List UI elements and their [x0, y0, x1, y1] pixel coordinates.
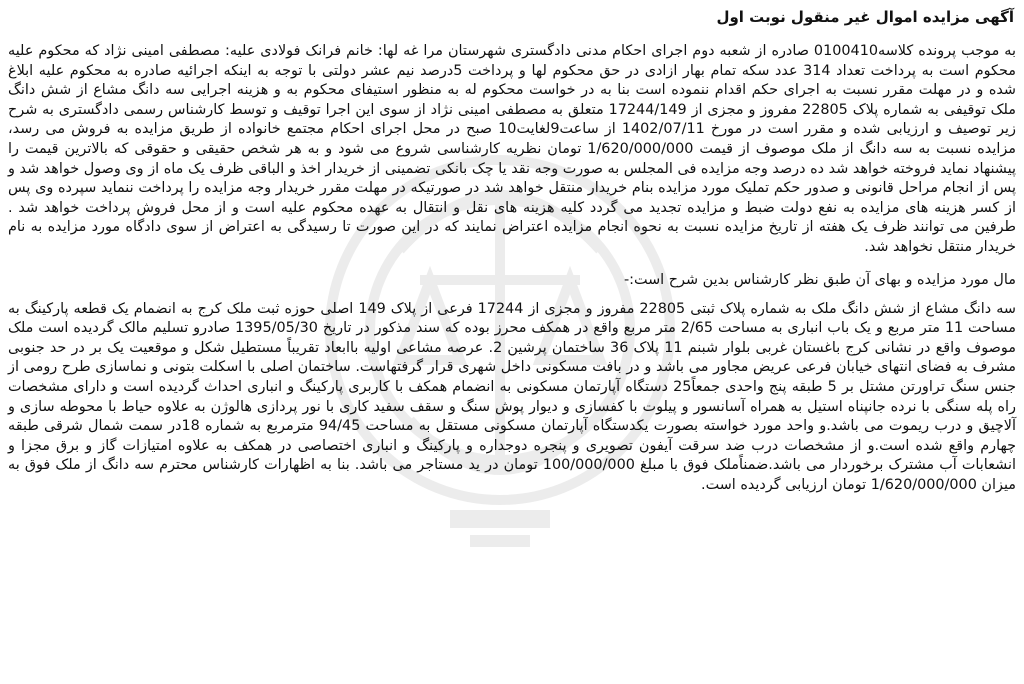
auction-intro-paragraph: به موجب پرونده کلاسه0100410 صادره از شعبه دوم اجرای احکام مدنی دادگستری شهرستان مرا غه لها: خانم فرانک فولادی علیه: مصطفی امینی نژاد که محکوم علیه محکوم است به پرداخت تعداد 314 عدد سکه تمام بهار ازادی در حق محکوم لها و پرداخت 5درصد نیم عشر دولتی با توجه به اینکه اجرائیه صادره به محکوم علیه ابلاغ شده و در مهلت مقرر نسبت به اجرای حکم اقدام ننموده است بنا به در خواست محکوم له به منظور استیفای محکوم به و هزینه اجرایی سه دانگ مشاع از شش دانگ ملک توقیفی به شماره پلاک 22805 مفروز و مجزی از 17244/149 متعلق به مصطفی امینی نژاد از سوی این اجرا توقیف و توسط کارشناس رسمی دادگستری به شرح زیر توصیف و ارزیابی شده و مقرر است در مورخ 1402/07/11 از ساعت9لغایت10 صبح در محل اجرای احکام مجتمع خانواده از طریق مزایده به فروش می رسد، مزایده نسبت به سه دانگ از ملک موصوف از قیمت 1/620/000/000 تومان نظریه کارشناسی شروع می شود و به هر شخص حقیقی و حقوقی که بالاترین قیمت را پیشنهاد نماید فروخته خواهد شد ده درصد وجه مزایده فی المجلس به صورت وجه نقد یا چک بانکی تضمینی از خریدار اخذ و الباقی ظرف یک ماه از وی وصول خواهد شد و پس از انجام مراحل قانونی و صدور حکم تملیک مورد مزایده بنام خریدار منتقل خواهد شد در صورتیکه در مهلت مقرر خریدار وجه مزایده را پرداخت ننماید سپرده وی پس از کسر هزینه های مزایده به نفع دولت ضبط و مزایده تجدید می گردد کلیه هزینه های نقل و انتقال به عهده محکوم علیه است و از محل فروش پرداخت خواهد شد . طرفین می توانند ظرف یک هفته از تاریخ مزایده نسبت به نحوه انجام مزایده اعتراض نمایند که در این صورت تا رسیدگی به اعتراض از سوی دادگاه مورد مزایده به نام خریدار منتقل نخواهد شد. [8, 43, 1016, 255]
property-description-paragraph: سه دانگ مشاع از شش دانگ ملک به شماره پلاک ثبتی 22805 مفروز و مجزی از 17244 فرعی از پلاک 149 اصلی حوزه ثبت ملک کرج به انضمام یک قطعه پارکینگ به مساحت 11 متر مربع و یک باب انباری به مساحت 2/65 متر مربع واقع در همکف محرز بوده که سند مذکور در تاریخ 1395/05/30 صادرو تسلیم مالک گردیده است ملک موصوف واقع در نشانی کرج باغستان غربی بلوار شبنم 11 پلاک 36 ساختمان پرشین 2. عرصه مشاعی اولیه باابعاد تقریباً مستطیل شکل و موقعیت یک بر در حد جنوبی مشرف به فضای انتهای خیابان فرعی عریض مجاور می باشد و در بافت مسکونی داخل شهری قرار گرفتهاست. ساختمان اصلی با اسکلت بتونی و نماسازی طرح رومی از جنس سنگ تراورتن مشتل بر 5 طبقه پنج واحدی جمعاً25 دستگاه آپارتمان مسکونی به انضمام همکف با کاربری پارکینگ و انباری احداث گردیده است و دارای مشخصات راه پله سنگی با نرده جانپناه استیل به همراه آسانسور و پیلوت با کفسازی و دیوار پوش سنگ و سقف سفید کاری با نور پردازی هالوژن به علاوه حیاط با محوطه سازی و آلاچیق و درب ریموت می باشد.و واحد مورد خواسته بصورت یکدستگاه آپارتمان مسکونی مستقل به مساحت 94/45 مترمربع به شماره 18در سمت شمال شرقی طبقه چهارم واقع شده است.و از مشخصات درب ضد سرقت آیفون تصویری و پنجره دوجداره و پارکینگ و انباری اختصاصی در همکف به علاوه امتیازات گاز و برق مجزا و انشعابات آب مشترک برخوردار می باشد.ضمناًملک فوق با مبلغ 100/000/000 تومان در ید مستاجر می باشد. بنا به اظهارات کارشناس محترم سه دانگ از ملک فوق به میزان 1/620/000/000 تومان ارزیابی گردیده است. [8, 300, 1017, 493]
section-heading: مال مورد مزایده و بهای آن طبق نظر کارشناس بدین شرح است:- [623, 271, 1016, 288]
page-title: آگهی مزایده اموال غیر منقول نوبت اول [716, 8, 1014, 26]
